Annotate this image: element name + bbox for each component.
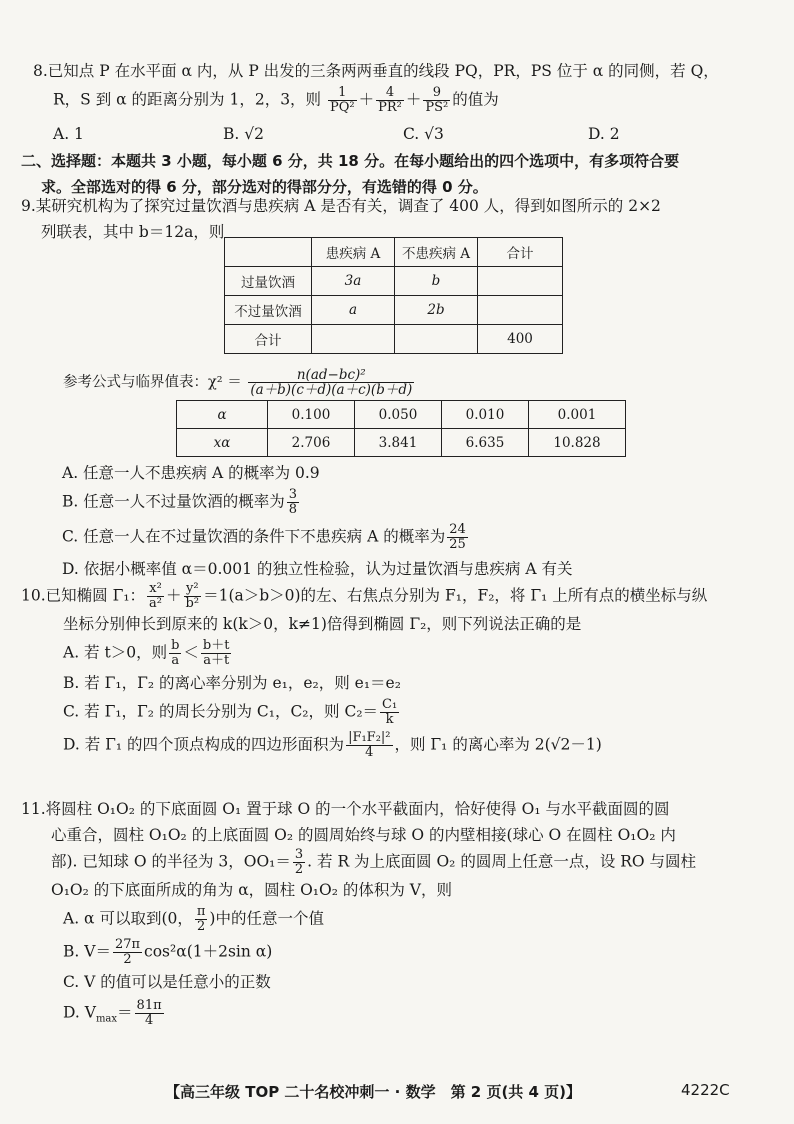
table-cell [312, 325, 395, 354]
q10-stem-a: 10.已知椭圆 Γ₁： [21, 586, 146, 605]
table-cell: 3a [312, 267, 395, 296]
table-cell: 2b [395, 296, 478, 325]
q8-option-c: C. √3 [403, 125, 444, 143]
q10-option-d [21, 731, 774, 760]
q11-option-a-fraction: $\frac{\pi}{2}$ [196, 904, 206, 934]
table-cell: 合计 [478, 238, 563, 267]
q10-x-fraction: $\frac{\text{x²}}{\text{a²}}$ [149, 581, 163, 611]
q9-option-b-fraction: $\frac{3}{8}$ [288, 487, 298, 517]
q10-y-fraction: $\frac{\text{y²}}{\text{b²}}$ [185, 581, 200, 611]
footer-code: 4222C [681, 1081, 730, 1099]
q10-option-a-fraction-2: $\frac{b+t}{a+t}$ [202, 638, 230, 668]
table-cell: 0.010 [442, 401, 529, 429]
q10-option-a-lt: ＜ [183, 643, 199, 662]
q11-option-c: C. V 的值可以是任意小的正数 [63, 973, 271, 991]
q10-option-d-fraction: $\frac{\text{|F₁F₂|²}}{4}$ [348, 730, 391, 760]
q10-stem-line2: 坐标分别伸长到原来的 k(k＞0，k≠1)倍得到椭圆 Γ₂，则下列说法正确的是 [63, 615, 582, 633]
table-cell: 400 [478, 325, 563, 354]
table-cell: 患疾病 A [312, 238, 395, 267]
q9-option-c-fraction: $\frac{24}{25}$ [449, 522, 466, 552]
question-11 [21, 796, 774, 1033]
q11-option-d-eq: ＝ [117, 1003, 133, 1022]
q10-stem-line1: 10.已知椭圆 Γ₁： $\frac{\text{x²}}{\text{a²}}$ ＋ $\frac{\text{y²}}{\text{b²}}$ ＝1(a＞b＞0)的左、右焦点分别为 F₁，F₂，将 Γ₁ 上所有点的横坐标与纵 [21, 581, 708, 611]
question-8 [33, 58, 774, 147]
q10-stem-b: ＝1(a＞b＞0)的左、右焦点分别为 F₁，F₂，将 Γ₁ 上所有点的横坐标与纵 [203, 586, 708, 605]
table-header-row [225, 238, 563, 267]
table-row [225, 325, 563, 354]
q9-stem-line1: 9.某研究机构为了探究过量饮酒与患疾病 A 是否有关，调查了 400 人，得到如图所示的 2×2 [21, 197, 661, 215]
q9-option-b [62, 488, 774, 517]
q10-option-c [21, 698, 774, 727]
footer-title: 【高三年级 TOP 二十名校冲刺一 · 数学 第 2 页(共 4 页)】 [165, 1083, 582, 1101]
q9-option-c-text: C. 任意一人在不过量饮酒的条件下不患疾病 A 的概率为 [62, 527, 446, 546]
q9-option-a: A. 任意一人不患疾病 A 的概率为 0.9 [62, 464, 320, 482]
table-cell: 3.841 [355, 429, 442, 457]
q11-line3-b: . 若 R 为上底面圆 O₂ 的圆周上任意一点，设 RO 与圆柱 [307, 852, 697, 871]
table-cell [395, 325, 478, 354]
table-row [225, 296, 563, 325]
critical-value-table [176, 400, 626, 457]
q8-fraction-3: $\frac{9}{\text{PS²}}$ [425, 85, 449, 115]
q10-option-d-text: D. 若 Γ₁ 的四个顶点构成的四边形面积为 [63, 735, 345, 754]
q9-stem-line2: 列联表，其中 b＝12a，则 [41, 223, 225, 241]
q9-option-d: D. 依据小概率值 α＝0.001 的独立性检验，认为过量饮酒与患疾病 A 有关 [62, 560, 573, 578]
q11-line4: O₁O₂ 的下底面所成的角为 α，圆柱 O₁O₂ 的体积为 V，则 [51, 881, 452, 899]
section-2-line1: 二、选择题：本题共 3 小题，每小题 6 分，共 18 分。在每小题给出的四个选项中，有多项符合要 [21, 152, 680, 170]
page-footer [0, 1081, 794, 1111]
q8-stem-line2-text: R，S 到 α 的距离分别为 1，2，3，则 [53, 90, 322, 109]
q10-option-d-tail: ，则 Γ₁ 的离心率为 2(√2－1) [394, 735, 602, 754]
chi-square-formula: $\frac{\text{n(ad−bc)²}}{(a+b)(c+d)(a+c)(b+d)}$ [250, 367, 413, 398]
q11-option-d-text: D. V [63, 1003, 96, 1022]
table-cell: 0.001 [529, 401, 626, 429]
table-cell: a [312, 296, 395, 325]
q11-line2: 心重合，圆柱 O₁O₂ 的上底面圆 O₂ 的圆周始终与球 O 的内壁相接(球心 O 在圆柱 O₁O₂ 内 [51, 826, 676, 844]
table-cell: 过量饮酒 [225, 267, 312, 296]
table-cell [478, 267, 563, 296]
q9-option-c [62, 523, 774, 552]
q10-option-b: B. 若 Γ₁，Γ₂ 的离心率分别为 e₁，e₂，则 e₁＝e₂ [63, 674, 401, 692]
q8-stem-line2-tail: 的值为 [452, 90, 499, 109]
q10-option-c-fraction: $\frac{\text{C₁}}{k}$ [382, 697, 398, 727]
q8-fraction-1: $\frac{1}{\text{PQ²}}$ [330, 85, 355, 115]
q11-line3-a: 部). 已知球 O 的半径为 3，OO₁＝ [51, 852, 291, 871]
q11-option-a [21, 905, 774, 934]
table-cell: 0.100 [268, 401, 355, 429]
q11-option-d [21, 999, 774, 1033]
q11-option-d-fraction: $\frac{81\pi}{4}$ [136, 998, 162, 1028]
q9-formula-label: 参考公式与临界值表：χ² ＝ [63, 374, 242, 391]
table-row [177, 401, 626, 429]
q11-option-a-text: A. α 可以取到(0， [63, 909, 193, 928]
q11-line3-fraction: $\frac{3}{2}$ [294, 847, 304, 877]
q9-options [62, 458, 774, 584]
q11-option-d-sub: max [95, 1013, 118, 1025]
q8-option-b: B. √2 [223, 125, 264, 143]
q9-formula [63, 368, 774, 397]
q10-option-a [21, 639, 774, 668]
q10-option-a-fraction-1: $\frac{b}{a}$ [171, 638, 180, 668]
question-10 [21, 582, 774, 760]
q11-line3 [21, 848, 774, 877]
q9-option-b-text: B. 任意一人不过量饮酒的概率为 [62, 492, 285, 511]
q11-option-b-text: B. V＝ [63, 942, 111, 961]
table-row [225, 267, 563, 296]
table-cell: 不过量饮酒 [225, 296, 312, 325]
q8-stem-line2: R，S 到 α 的距离分别为 1，2，3，则 $\frac{1}{\text{PQ²}}$ ＋ $\frac{4}{\text{PR²}}$ ＋ $\frac{9}{\text{PS²}}$ 的值为 [53, 85, 499, 115]
section-2-line2: 求。全部选对的得 6 分，部分选对的得部分分，有选错的得 0 分。 [41, 178, 488, 196]
q11-option-b-tail: cos²α(1＋2sin α) [144, 942, 273, 961]
table-cell: 2.706 [268, 429, 355, 457]
q11-option-a-tail: )中的任意一个值 [209, 909, 324, 928]
table-cell [225, 238, 312, 267]
table-row [177, 429, 626, 457]
table-cell: 合计 [225, 325, 312, 354]
table-cell [478, 296, 563, 325]
q11-line1: 11.将圆柱 O₁O₂ 的下底面圆 O₁ 置于球 O 的一个水平截面内，恰好使得 O₁ 与水平截面圆的圆 [21, 800, 670, 818]
q8-options [33, 121, 774, 147]
q8-stem-line1: 8.已知点 P 在水平面 α 内，从 P 出发的三条两两垂直的线段 PQ，PR，PS 位于 α 的同侧，若 Q， [33, 62, 719, 80]
q11-option-b [21, 938, 774, 967]
table-cell: xα [177, 429, 268, 457]
table-cell: 6.635 [442, 429, 529, 457]
q8-option-a: A. 1 [53, 125, 84, 143]
table-cell: b [395, 267, 478, 296]
table-cell: 不患疾病 A [395, 238, 478, 267]
q10-option-a-text: A. 若 t＞0，则 [63, 643, 168, 662]
q8-option-d: D. 2 [588, 125, 620, 143]
contingency-table [224, 237, 563, 354]
q11-option-b-fraction: $\frac{27\pi}{2}$ [114, 937, 141, 967]
table-cell: 0.050 [355, 401, 442, 429]
table-cell: α [177, 401, 268, 429]
q8-fraction-2: $\frac{4}{\text{PR²}}$ [378, 85, 402, 115]
q10-option-c-text: C. 若 Γ₁，Γ₂ 的周长分别为 C₁，C₂，则 C₂＝ [63, 702, 379, 721]
table-cell: 10.828 [529, 429, 626, 457]
